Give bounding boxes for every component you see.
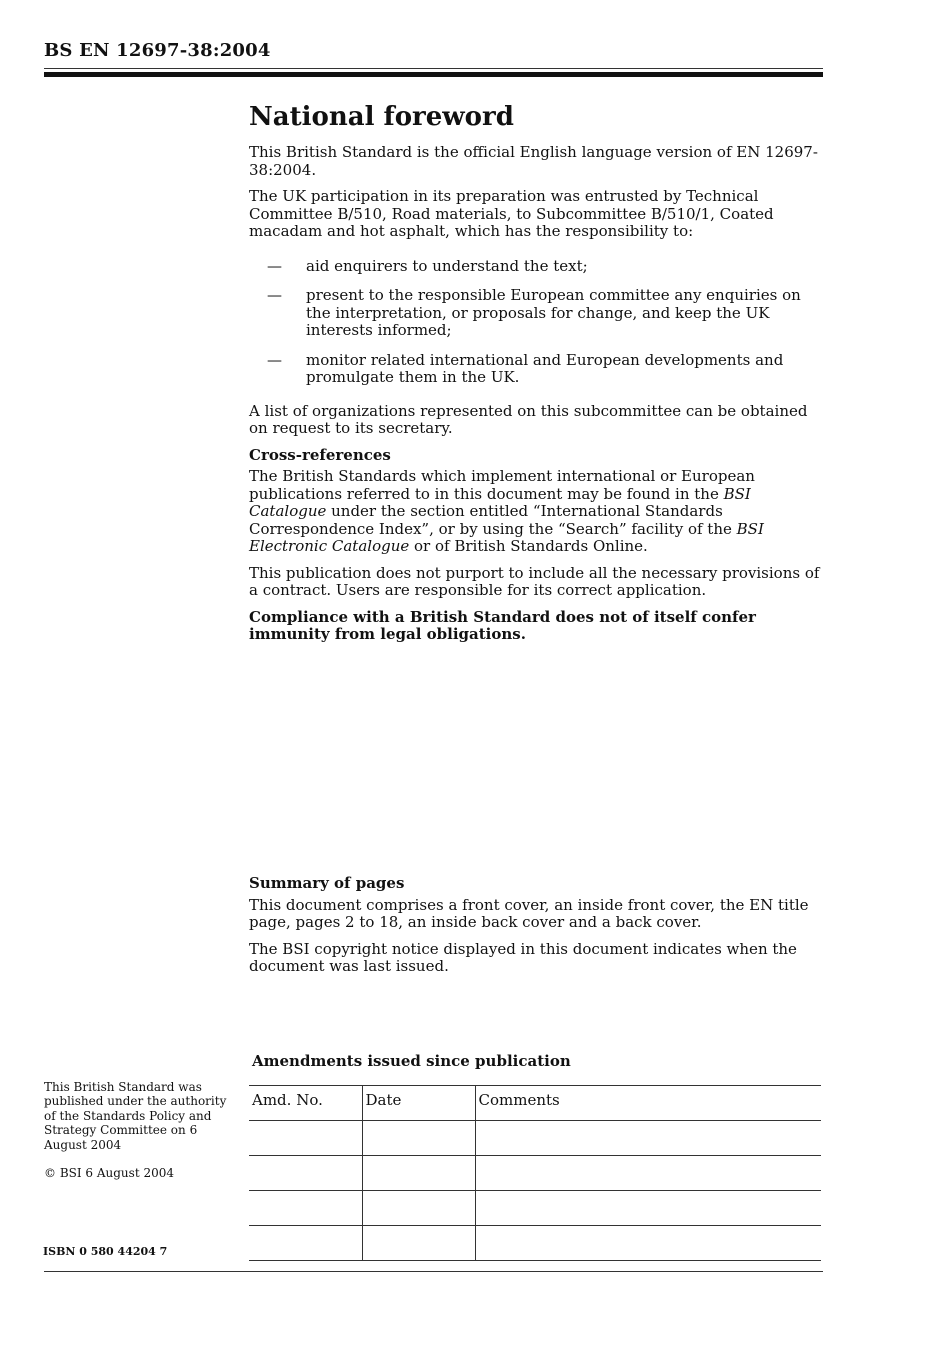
copyright-note: The BSI copyright notice displayed in this document indicates when the document was last issued. xyxy=(249,939,797,975)
table-header-row xyxy=(249,1086,821,1121)
dash-marker: — xyxy=(267,256,282,275)
table-cell xyxy=(249,1156,362,1191)
dash-marker: — xyxy=(267,286,282,304)
amendments-title: Amendments issued since publication xyxy=(252,1052,571,1070)
column-header-date: Date xyxy=(362,1086,475,1121)
column-header-amd-no: Amd. No. xyxy=(249,1086,362,1121)
table-cell xyxy=(362,1121,475,1156)
national-foreword xyxy=(249,100,829,653)
table-row xyxy=(249,1226,821,1261)
responsibility-list xyxy=(249,258,829,387)
cross-ref-part2: under the section entitled “International Standards Correspondence Index”, or by using the “Search” facility of the xyxy=(249,502,737,538)
cross-references-text xyxy=(249,468,829,556)
contract-note: This publication does not purport to include all the necessary provisions of a contract. Users are responsible for its correct application. xyxy=(249,563,820,599)
list-item-text: present to the responsible European committee any enquiries on the interpretation, or proposals for change, and keep the UK interests informed; xyxy=(306,286,801,339)
foreword-title: National foreword xyxy=(249,102,514,132)
table-row xyxy=(249,1156,821,1191)
table-cell xyxy=(362,1191,475,1226)
cross-ref-part3: or of British Standards Online. xyxy=(409,537,648,555)
publication-sidebar xyxy=(44,1080,234,1180)
table-cell xyxy=(475,1156,821,1191)
organizations-note: A list of organizations represented on this subcommittee can be obtained on request to its secretary. xyxy=(249,401,808,437)
table-cell xyxy=(249,1121,362,1156)
table-cell xyxy=(249,1191,362,1226)
list-item xyxy=(249,258,829,276)
table-cell xyxy=(362,1226,475,1261)
dash-marker: — xyxy=(267,350,282,369)
list-item-text: aid enquirers to understand the text; xyxy=(306,256,588,275)
foreword-intro: This British Standard is the official English language version of EN 12697-38:2004. xyxy=(249,143,818,179)
list-item xyxy=(249,352,829,387)
list-item-text: monitor related international and European developments and promulgate them in the UK. xyxy=(306,350,784,386)
header-rule-thick xyxy=(44,72,823,77)
copyright-line: © BSI 6 August 2004 xyxy=(44,1166,174,1181)
table-row xyxy=(249,1191,821,1226)
table-cell xyxy=(475,1226,821,1261)
isbn: ISBN 0 580 44204 7 xyxy=(43,1245,168,1258)
standard-id: BS EN 12697-38:2004 xyxy=(44,40,271,61)
authority-statement: This British Standard was published under the authority of the Standards Policy and Strategy Committee on 6 August 2004 xyxy=(44,1080,227,1152)
column-header-comments: Comments xyxy=(475,1086,821,1121)
summary-of-pages xyxy=(249,875,834,985)
table-cell xyxy=(249,1226,362,1261)
list-item xyxy=(249,287,829,340)
compliance-statement: Compliance with a British Standard does not of itself confer immunity from legal obligations. xyxy=(249,607,756,643)
bsi-catalogue: BSI Catalogue xyxy=(249,484,751,520)
table-cell xyxy=(362,1156,475,1191)
cross-ref-part1: The British Standards which implement international or European publications referred to in this document may be found in the xyxy=(249,467,755,503)
table-row xyxy=(249,1121,821,1156)
foreword-participation: The UK participation in its preparation was entrusted by Technical Committee B/510, Road materials, to Subcommittee B/510/1, Coated macadam and hot asphalt, which has the responsibility to: xyxy=(249,187,774,240)
cross-references-heading: Cross-references xyxy=(249,445,391,464)
table-cell xyxy=(475,1191,821,1226)
header-rule-thin xyxy=(44,68,823,69)
summary-text: This document comprises a front cover, an inside front cover, the EN title page, pages 2 to 18, an inside back cover and a back cover. xyxy=(249,895,809,931)
summary-heading: Summary of pages xyxy=(249,874,405,892)
bsi-electronic-catalogue: BSI Electronic Catalogue xyxy=(249,519,764,555)
footer-rule xyxy=(44,1271,823,1272)
amendments-table xyxy=(249,1085,821,1261)
table-cell xyxy=(475,1121,821,1156)
